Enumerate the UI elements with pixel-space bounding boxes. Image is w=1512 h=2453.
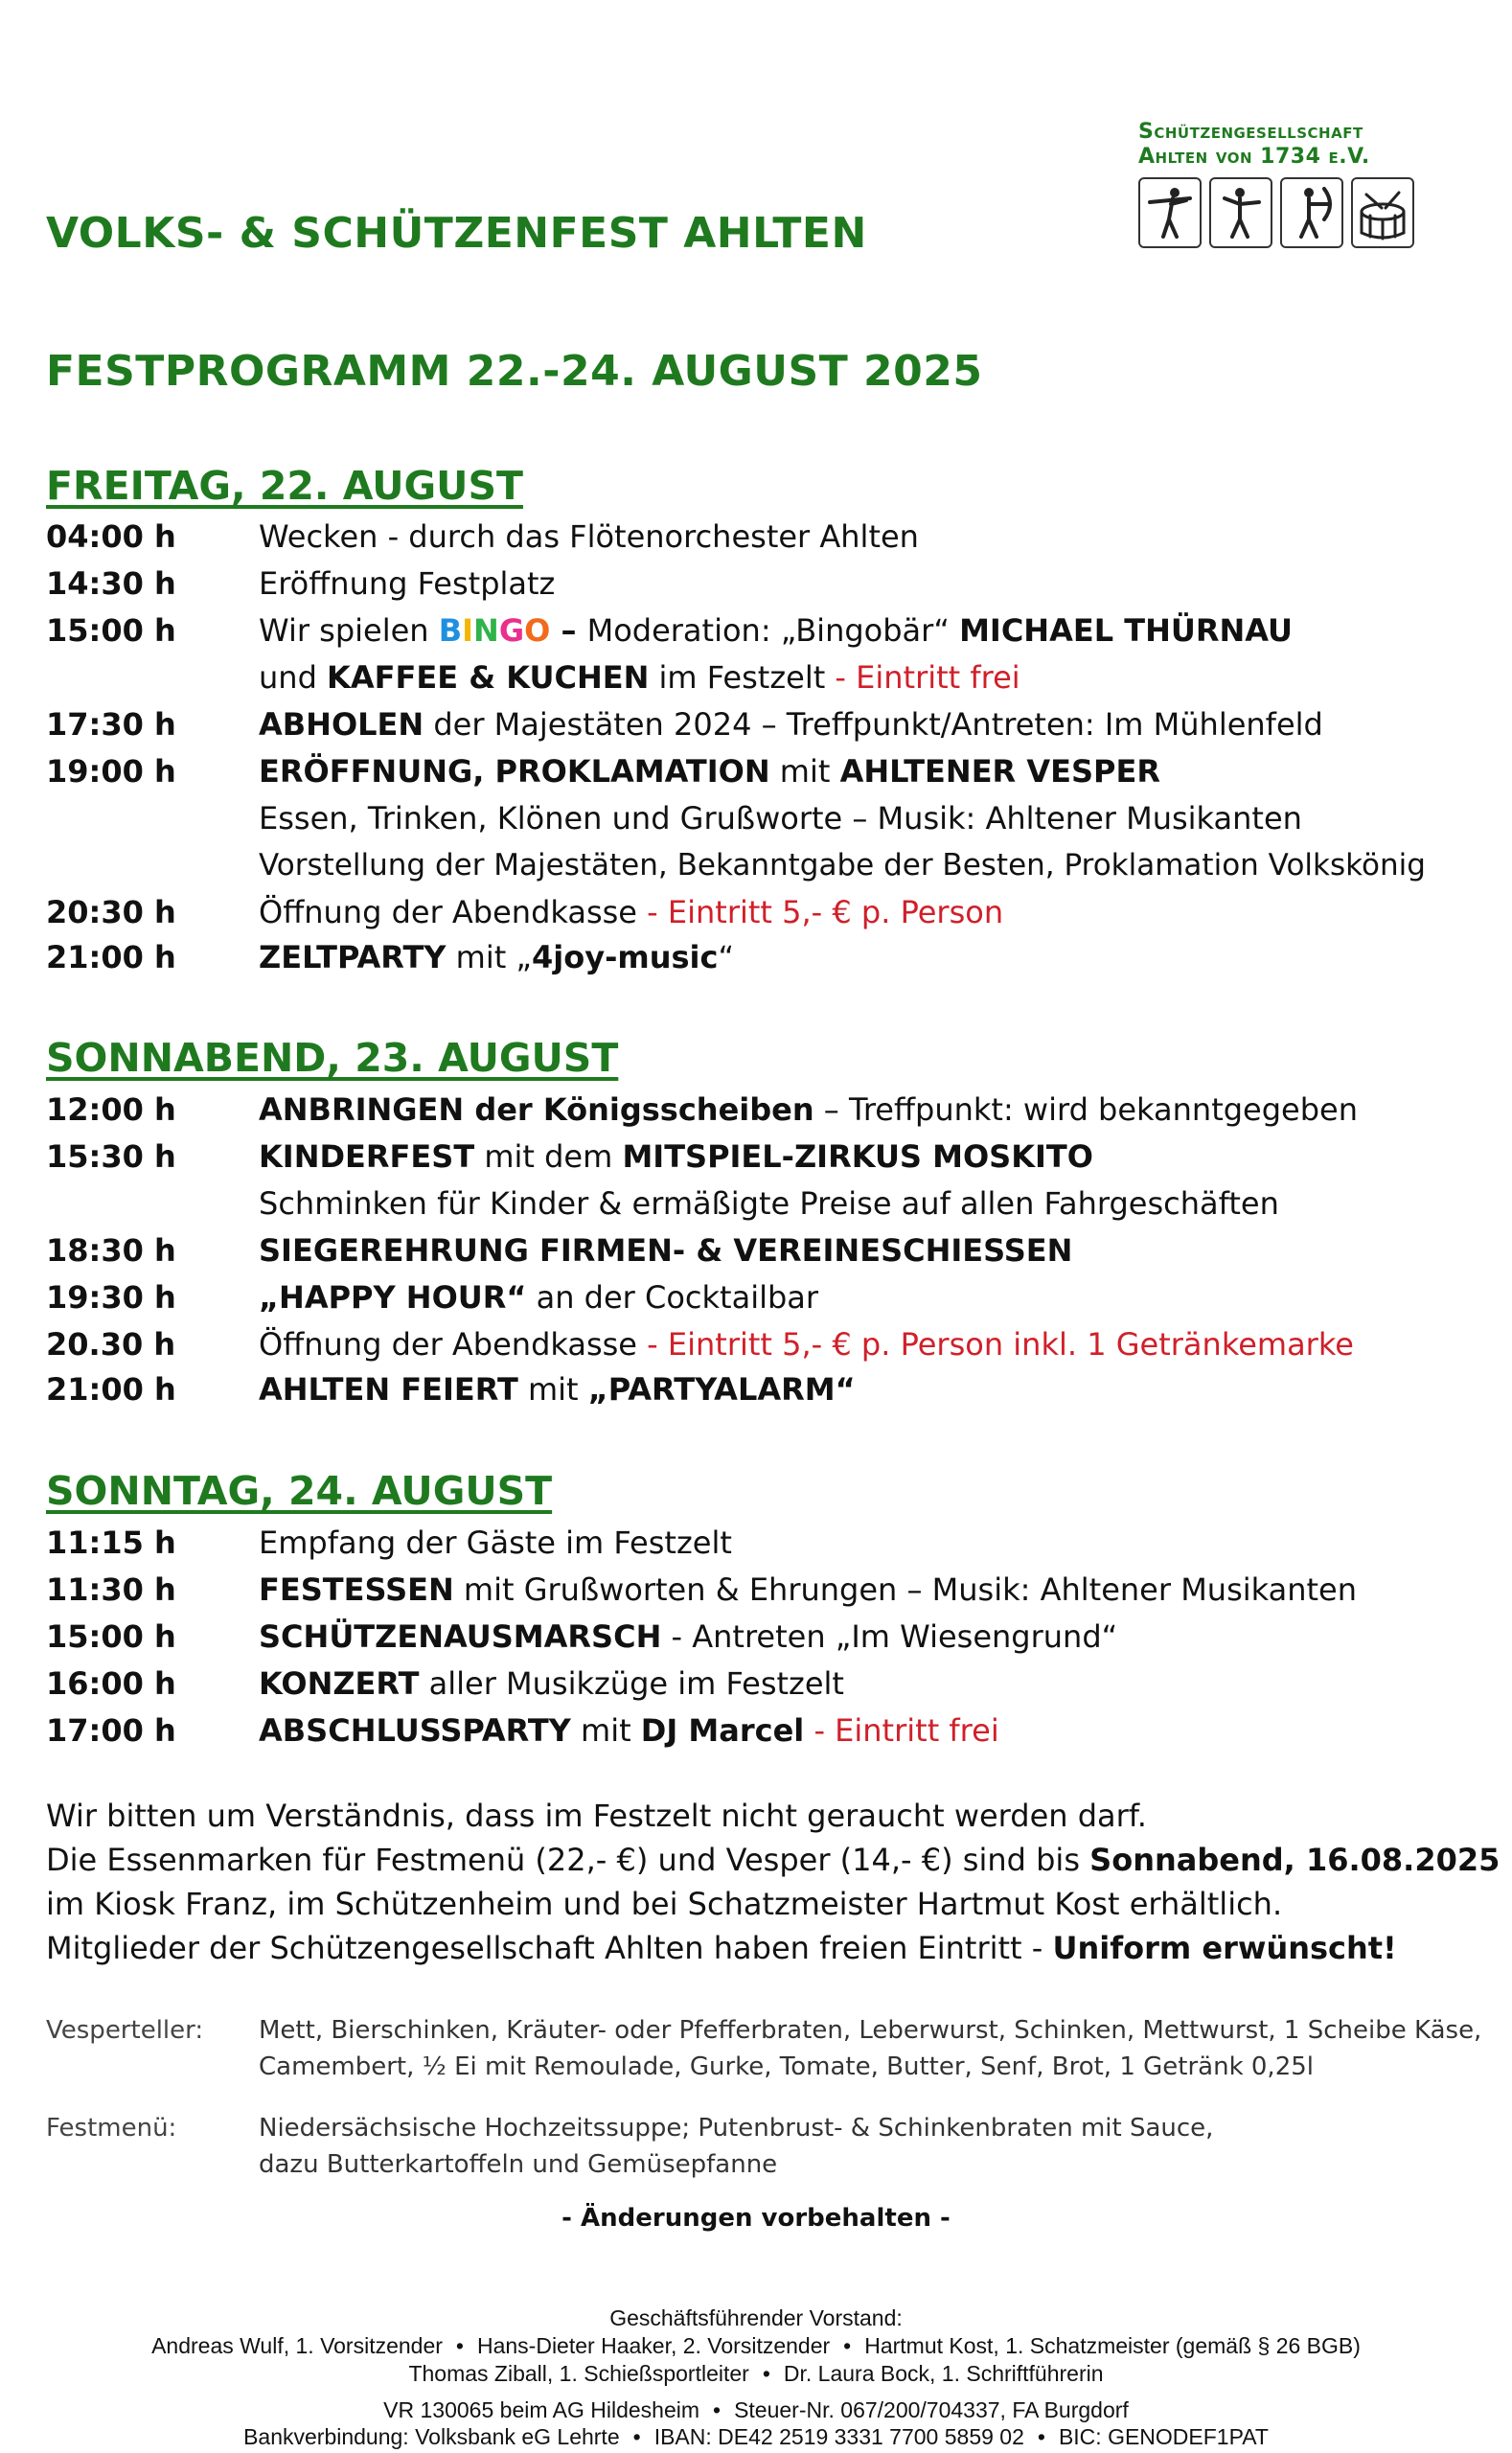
- event-time: 14:30 h: [46, 565, 176, 602]
- event-text-plain: mit: [570, 1712, 641, 1749]
- info-line-3: im Kiosk Franz, im Schützenheim und bei Schatzmeister Hartmut Kost erhältlich.: [46, 1886, 1283, 1922]
- footer-board-title: Geschäftsführender Vorstand:: [609, 2305, 903, 2330]
- club-logo: [1138, 120, 1445, 248]
- sunday-heading: SONNTAG, 24. AUGUST: [46, 1468, 553, 1514]
- event-text-bold: KONZERT: [259, 1665, 420, 1702]
- event-text: [259, 893, 1003, 931]
- event-text: [259, 658, 1020, 697]
- logo-line-1: Schützengesellschaft: [1138, 120, 1363, 144]
- event-text-plain: aller Musikzüge im Festzelt: [419, 1665, 844, 1702]
- event-text: [259, 752, 1160, 791]
- event-text-plain: Wir spielen: [259, 612, 439, 649]
- event-text: [259, 1711, 999, 1750]
- bullet-separator: •: [632, 2424, 641, 2449]
- footer-board-line-2: [0, 2359, 1512, 2388]
- event-time: 12:00 h: [46, 1091, 176, 1128]
- event-text-plain: an der Cocktailbar: [526, 1279, 819, 1316]
- event-text-bold: „PARTYALARM“: [587, 1371, 856, 1408]
- event-text-plain: Moderation: „Bingobär“: [586, 612, 960, 649]
- iban-info: IBAN: DE42 2519 3331 7700 5859 02: [653, 2424, 1024, 2449]
- festmenu-label: Festmenü:: [46, 2114, 177, 2143]
- bank-info: Bankverbindung: Volksbank eG Lehrte: [243, 2424, 620, 2449]
- event-text: Vorstellung der Majestäten, Bekanntgabe der Besten, Proklamation Volkskönig: [259, 848, 1426, 883]
- event-text: Essen, Trinken, Klönen und Grußworte – Musik: Ahltener Musikanten: [259, 800, 1302, 837]
- event-text: [259, 1325, 1354, 1364]
- bingo-letter-g: G: [498, 612, 525, 649]
- event-text-bold: ABSCHLUSSPARTY: [259, 1712, 571, 1749]
- footer-legal-line-2: [0, 2422, 1512, 2451]
- event-time: 21:00 h: [46, 1371, 176, 1408]
- event-price: - Eintritt frei: [813, 1712, 999, 1749]
- event-time: 17:30 h: [46, 706, 176, 743]
- event-time: 15:00 h: [46, 612, 176, 649]
- event-text-plain: “: [718, 939, 735, 975]
- bullet-separator: •: [843, 2333, 852, 2358]
- board-member: Andreas Wulf, 1. Vorsitzender: [151, 2333, 443, 2358]
- event-text: [259, 611, 1293, 650]
- event-price: - Eintritt frei: [835, 659, 1020, 696]
- bingo-word: [439, 612, 551, 649]
- event-time: 15:00 h: [46, 1618, 176, 1655]
- event-time: 11:15 h: [46, 1525, 176, 1561]
- event-text-plain: der Majestäten 2024 – Treffpunkt/Antreten: Im Mühlenfeld: [424, 706, 1323, 743]
- event-text-bold: KAFFEE & KUCHEN: [327, 659, 650, 696]
- info-uniform-note: Uniform erwünscht!: [1052, 1930, 1397, 1966]
- event-text-plain: und: [259, 659, 328, 696]
- drummer-icon: [1351, 177, 1414, 248]
- event-text: Schminken für Kinder & ermäßigte Preise auf allen Fahrgeschäften: [259, 1185, 1279, 1222]
- event-text-plain: mit Grußworten & Ehrungen – Musik: Ahltener Musikanten: [453, 1571, 1358, 1608]
- event-time: 17:00 h: [46, 1712, 176, 1749]
- event-text-bold: FESTESSEN: [259, 1571, 454, 1608]
- event-text-plain: Öffnung der Abendkasse: [259, 894, 648, 930]
- info-line-2: [46, 1838, 1500, 1882]
- event-price: - Eintritt 5,- € p. Person: [647, 894, 1004, 930]
- bingo-letter-n: N: [473, 612, 499, 649]
- event-text: [259, 1617, 1117, 1656]
- event-text: [259, 1278, 818, 1317]
- logo-icons: [1138, 177, 1445, 248]
- friday-heading: FREITAG, 22. AUGUST: [46, 463, 523, 509]
- event-text-bold: ERÖFFNUNG, PROKLAMATION: [259, 753, 770, 790]
- bingo-letter-o: O: [524, 612, 551, 649]
- event-text-bold: DJ Marcel: [640, 1712, 805, 1749]
- event-text-bold: ABHOLEN: [259, 706, 424, 743]
- event-text-bold: ANBRINGEN der Königsscheiben: [259, 1091, 814, 1128]
- event-text: [259, 1090, 1358, 1129]
- event-text-plain: [804, 1712, 813, 1749]
- event-text: SIEGEREHRUNG FIRMEN- & VEREINESCHIESSEN: [259, 1232, 1073, 1269]
- vesper-description: [259, 2012, 1481, 2085]
- changes-reserved-note: - Änderungen vorbehalten -: [561, 2204, 951, 2233]
- event-text-plain: Öffnung der Abendkasse: [259, 1326, 648, 1363]
- board-member: Hans-Dieter Haaker, 2. Vorsitzender: [476, 2333, 831, 2358]
- bullet-separator: •: [762, 2361, 770, 2386]
- event-text-plain: mit „: [446, 939, 532, 975]
- event-text-plain: mit: [769, 753, 840, 790]
- event-time: 15:30 h: [46, 1138, 176, 1175]
- vesper-label: Vesperteller:: [46, 2016, 204, 2045]
- vesper-line-2: Camembert, ½ Ei mit Remoulade, Gurke, Tomate, Butter, Senf, Brot, 1 Getränk 0,25l: [259, 2052, 1315, 2081]
- event-text: Eröffnung Festplatz: [259, 565, 556, 602]
- page-subtitle: FESTPROGRAMM 22.-24. AUGUST 2025: [46, 347, 983, 396]
- festmenu-description: [259, 2110, 1213, 2183]
- event-text-plain: mit: [517, 1371, 588, 1408]
- page-title: VOLKS- & SCHÜTZENFEST AHLTEN: [46, 209, 867, 258]
- event-text: [259, 1570, 1357, 1609]
- event-text-bold: AHLTENER VESPER: [839, 753, 1160, 790]
- footer-board-line-1: [0, 2331, 1512, 2360]
- event-time: 19:30 h: [46, 1279, 176, 1316]
- event-text-plain: im Festzelt: [649, 659, 836, 696]
- board-member: Hartmut Kost, 1. Schatzmeister (gemäß § 26 BGB): [864, 2333, 1361, 2358]
- event-time: 21:00 h: [46, 939, 176, 975]
- event-text: [259, 1137, 1093, 1176]
- event-time: 11:30 h: [46, 1571, 176, 1608]
- bingo-letter-b: B: [438, 612, 463, 649]
- info-text: Die Essenmarken für Festmenü (22,- €) und Vesper (14,- €) sind bis: [46, 1842, 1090, 1878]
- event-time: 19:00 h: [46, 753, 176, 790]
- event-text-plain: mit dem: [474, 1138, 623, 1175]
- bullet-separator: •: [455, 2333, 464, 2358]
- event-text-plain: – Treffpunkt: wird bekanntgegeben: [813, 1091, 1359, 1128]
- info-text: Mitglieder der Schützengesellschaft Ahlten haben freien Eintritt -: [46, 1930, 1053, 1966]
- info-line-1: Wir bitten um Verständnis, dass im Festzelt nicht geraucht werden darf.: [46, 1798, 1147, 1834]
- event-time: 04:00 h: [46, 518, 176, 555]
- logo-line-2: Ahlten von 1734 e.V.: [1138, 145, 1370, 169]
- info-line-4: [46, 1926, 1397, 1970]
- footer-legal-line-1: [0, 2396, 1512, 2424]
- event-dash: –: [550, 612, 587, 649]
- rifle-shooter-icon: [1138, 177, 1202, 248]
- board-member: Thomas Ziball, 1. Schießsportleiter: [408, 2361, 749, 2386]
- event-text-bold: MITSPIEL-ZIRKUS MOSKITO: [622, 1138, 1093, 1175]
- vesper-line-1: Mett, Bierschinken, Kräuter- oder Pfefferbraten, Leberwurst, Schinken, Mettwurst, 1 Scheibe Käse,: [259, 2016, 1482, 2045]
- tax-info: Steuer-Nr. 067/200/704337, FA Burgdorf: [734, 2397, 1129, 2422]
- event-time: 20.30 h: [46, 1326, 176, 1363]
- event-text-bold: „HAPPY HOUR“: [259, 1279, 527, 1316]
- bullet-separator: •: [713, 2397, 722, 2422]
- bingo-letter-i: I: [462, 612, 474, 649]
- bullet-separator: •: [1037, 2424, 1045, 2449]
- info-deadline: Sonnabend, 16.08.2025: [1089, 1842, 1501, 1878]
- saturday-heading: SONNABEND, 23. AUGUST: [46, 1035, 619, 1081]
- register-info: VR 130065 beim AG Hildesheim: [383, 2397, 700, 2422]
- event-time: 20:30 h: [46, 894, 176, 930]
- archer-icon: [1280, 177, 1343, 248]
- festmenu-line-1: Niedersächsische Hochzeitssuppe; Putenbrust- & Schinkenbraten mit Sauce,: [259, 2114, 1214, 2143]
- board-member: Dr. Laura Bock, 1. Schriftführerin: [783, 2361, 1104, 2386]
- event-text: [259, 938, 734, 976]
- bic-info: BIC: GENODEF1PAT: [1058, 2424, 1269, 2449]
- event-text-bold: SCHÜTZENAUSMARSCH: [259, 1618, 662, 1655]
- event-time: 18:30 h: [46, 1232, 176, 1269]
- event-text-plain: - Antreten „Im Wiesengrund“: [661, 1618, 1118, 1655]
- festmenu-line-2: dazu Butterkartoffeln und Gemüsepfanne: [259, 2150, 778, 2179]
- event-price: - Eintritt 5,- € p. Person inkl. 1 Getränkemarke: [647, 1326, 1354, 1363]
- event-text: [259, 705, 1323, 744]
- pistol-shooter-icon: [1209, 177, 1272, 248]
- event-text: Wecken - durch das Flötenorchester Ahlten: [259, 518, 919, 555]
- event-time: 16:00 h: [46, 1665, 176, 1702]
- event-text: Empfang der Gäste im Festzelt: [259, 1525, 732, 1561]
- event-text-bold: 4joy-music: [532, 939, 719, 975]
- event-text-bold: ZELTPARTY: [259, 939, 447, 975]
- event-text: [259, 1370, 856, 1409]
- event-text-bold: AHLTEN FEIERT: [259, 1371, 518, 1408]
- event-text: [259, 1664, 844, 1703]
- event-text-bold: KINDERFEST: [259, 1138, 475, 1175]
- event-text-bold: MICHAEL THÜRNAU: [959, 612, 1294, 649]
